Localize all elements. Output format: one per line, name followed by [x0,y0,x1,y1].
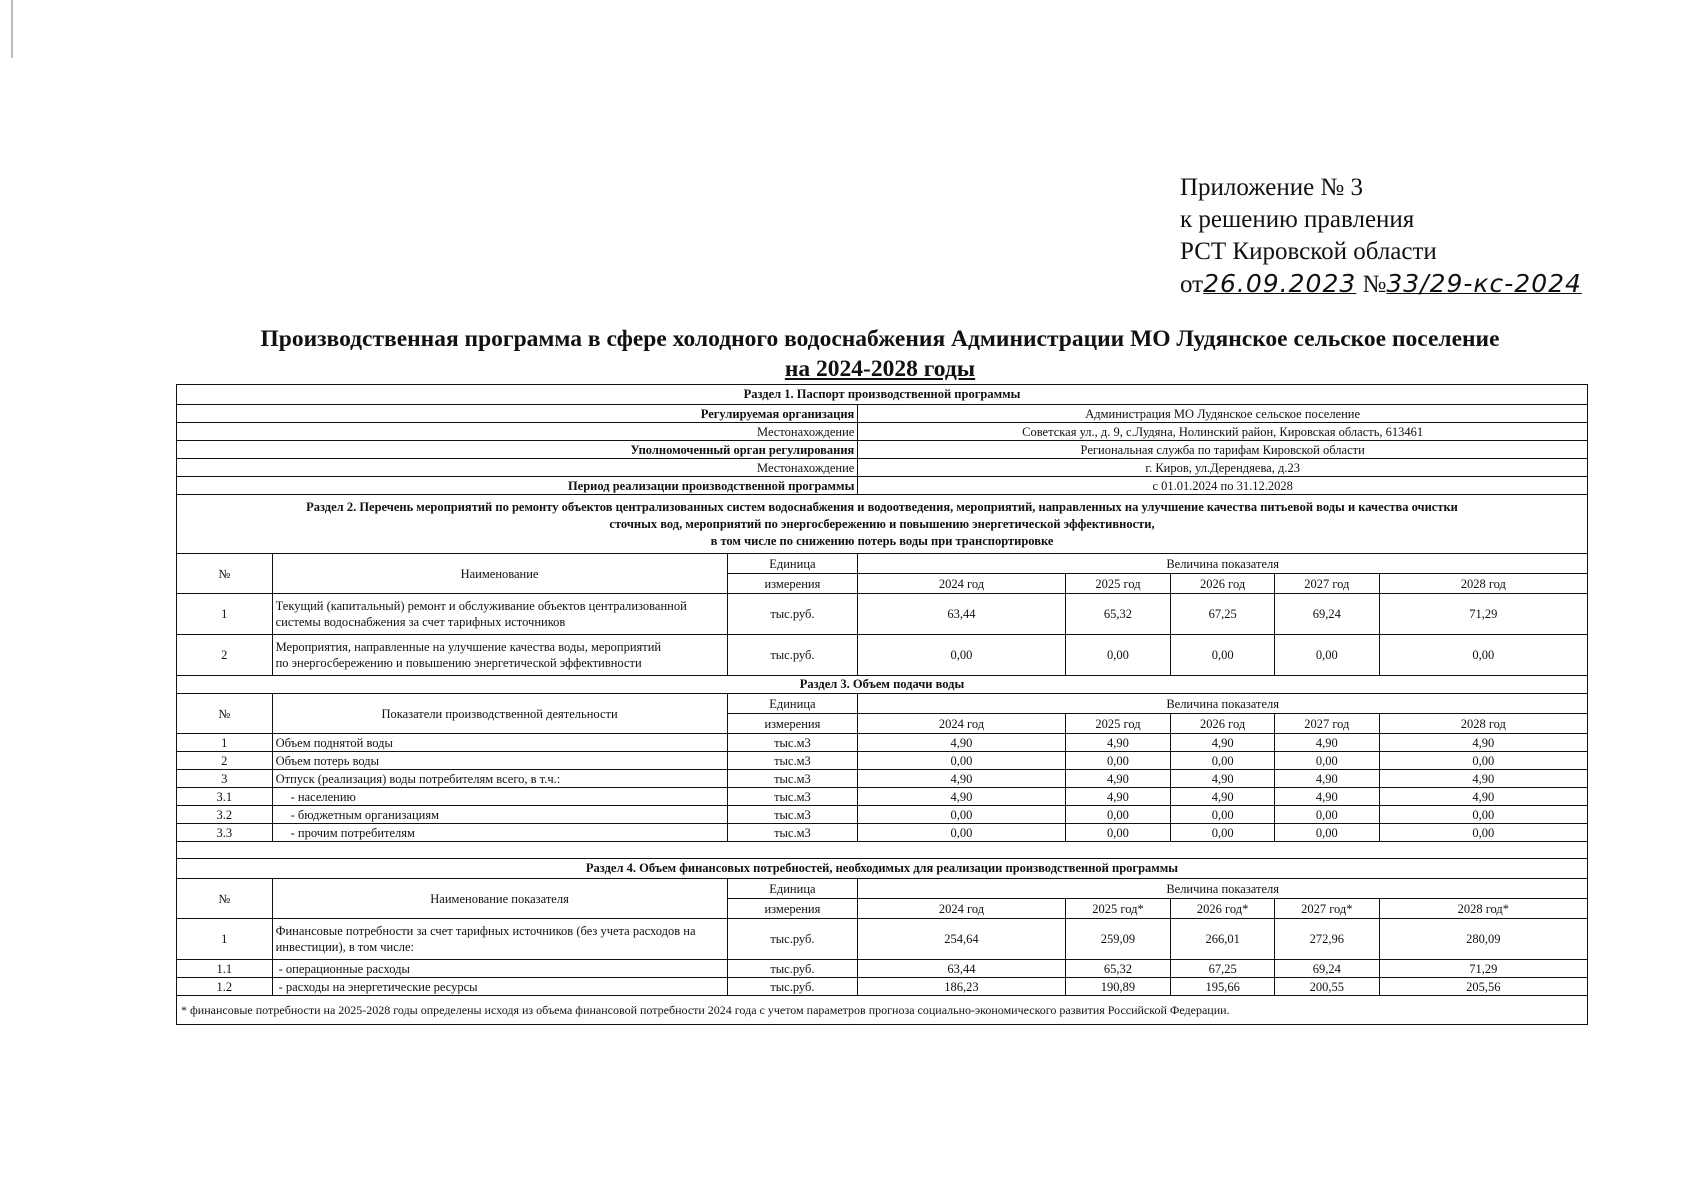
row-unit: тыс.м3 [727,806,858,824]
section2-header-line: Раздел 2. Перечень мероприятий по ремонту объектов централизованных систем водоснабжения и водоотведения, мероприятий, направленных на улучшение качества питьевой воды и качества очистки [306,499,1458,514]
appendix-number: Приложение № 3 [1180,174,1364,201]
appendix-line3: РСТ Кировской области [1180,238,1437,265]
value-cell: 259,09 [1065,919,1171,960]
row-unit: тыс.м3 [727,824,858,842]
footnote-row [177,996,1588,1025]
section2-header-line: сточных вод, мероприятий по энергосбережению и повышению энергетической эффективности, [609,516,1155,531]
value-cell: 4,90 [1065,788,1171,806]
value-cell: 63,44 [858,594,1065,635]
value-cell: 71,29 [1379,960,1587,978]
handwritten-date: 26.09.2023 [1203,269,1357,298]
value-cell: 0,00 [1274,752,1379,770]
value-cell: 0,00 [1379,635,1587,676]
row-name: Отпуск (реализация) воды потребителям всего, в т.ч.: [272,770,727,788]
value-cell: 0,00 [1171,752,1275,770]
value-cell: 0,00 [1379,806,1587,824]
section3-row [177,806,1588,824]
value-cell: 0,00 [1065,752,1171,770]
footnote: * финансовые потребности на 2025-2028 годы определены исходя из объема финансовой потребности 2024 года с учетом параметров прогноза социально-экономического развития Российской Федерации. [177,996,1588,1025]
section4-year-header: 2028 год* [1379,899,1587,919]
value-cell: 0,00 [1379,752,1587,770]
row-number: 3.1 [177,788,273,806]
row-unit: тыс.руб. [727,919,858,960]
section1-header: Раздел 1. Паспорт производственной программы [177,385,1588,405]
passport-value: Советская ул., д. 9, с.Лудяна, Нолинский район, Кировская область, 613461 [858,423,1588,441]
row-number: 1.1 [177,960,273,978]
section3-year-header: 2026 год [1171,714,1275,734]
row-number: 3 [177,770,273,788]
section2-col-unit: Единица [727,554,858,574]
section4-col-no: № [177,879,273,919]
row-number: 3.2 [177,806,273,824]
value-cell: 0,00 [858,806,1065,824]
from-prefix: от [1180,271,1204,298]
passport-row [177,459,1588,477]
value-cell: 254,64 [858,919,1065,960]
value-cell: 4,90 [858,734,1065,752]
section2-header-row [177,495,1588,554]
value-cell: 71,29 [1379,594,1587,635]
passport-value: г. Киров, ул.Дерендяева, д.23 [858,459,1588,477]
section4-colhead-row1 [177,879,1588,899]
row-number: 1 [177,734,273,752]
row-name: - прочим потребителям [272,824,727,842]
section4-header-row [177,859,1588,879]
section4-year-header: 2024 год [858,899,1065,919]
section3-colhead-row1 [177,694,1588,714]
value-cell: 4,90 [1065,770,1171,788]
section4-year-header: 2027 год* [1274,899,1379,919]
value-cell: 190,89 [1065,978,1171,996]
section1-header-row [177,385,1588,405]
passport-row [177,405,1588,423]
section4-col-value: Величина показателя [858,879,1588,899]
value-cell: 280,09 [1379,919,1587,960]
row-name [272,635,727,676]
section3-row [177,752,1588,770]
row-unit: тыс.руб. [727,978,858,996]
section3-row [177,770,1588,788]
value-cell: 4,90 [1065,734,1171,752]
value-cell: 0,00 [1171,635,1275,676]
section2-col-no: № [177,554,273,594]
value-cell: 0,00 [1171,824,1275,842]
value-cell: 67,25 [1171,960,1275,978]
value-cell: 4,90 [1379,734,1587,752]
value-cell: 67,25 [1171,594,1275,635]
title-line1: Производственная программа в сфере холодного водоснабжения Администрации МО Лудянское сельское поселение [260,326,1500,352]
value-cell: 0,00 [1065,824,1171,842]
value-cell: 205,56 [1379,978,1587,996]
value-cell: 0,00 [858,824,1065,842]
appendix-line2: к решению правления [1180,206,1415,233]
row-unit: тыс.руб. [727,635,858,676]
section2-year-header: 2027 год [1274,574,1379,594]
row-name: - операционные расходы [272,960,727,978]
row-number: 1 [177,919,273,960]
appendix-block [1180,172,1680,301]
section4-header: Раздел 4. Объем финансовых потребностей, необходимых для реализации производственной программы [177,859,1588,879]
passport-label: Местонахождение [177,423,858,441]
section2-year-header: 2025 год [1065,574,1171,594]
section3-year-header: 2027 год [1274,714,1379,734]
value-cell: 195,66 [1171,978,1275,996]
program-table [176,384,1588,1025]
section4-row [177,960,1588,978]
row-name-line2: по энергосбережению и повышению энергетической эффективности [275,656,642,670]
value-cell: 4,90 [1379,770,1587,788]
value-cell: 0,00 [858,635,1065,676]
value-cell: 4,90 [1171,770,1275,788]
row-unit: тыс.м3 [727,752,858,770]
value-cell: 200,55 [1274,978,1379,996]
row-unit: тыс.руб. [727,594,858,635]
value-cell: 0,00 [1065,635,1171,676]
section3-row [177,734,1588,752]
passport-row [177,477,1588,495]
section2-col-value: Величина показателя [858,554,1588,574]
row-name-line1: Мероприятия, направленные на улучшение качества воды, мероприятий [275,640,662,654]
value-cell: 0,00 [1171,806,1275,824]
row-number: 1 [177,594,273,635]
section2-row [177,594,1588,635]
section3-col-unit-line2: измерения [727,714,858,734]
number-prefix: № [1362,271,1387,298]
passport-value: с 01.01.2024 по 31.12.2028 [858,477,1588,495]
row-number: 1.2 [177,978,273,996]
passport-label: Местонахождение [177,459,858,477]
section2-header [177,495,1588,554]
value-cell: 272,96 [1274,919,1379,960]
section3-col-name: Показатели производственной деятельности [272,694,727,734]
row-name: Финансовые потребности за счет тарифных источников (без учета расходов на инвестиции), в том числе: [272,919,727,960]
row-number: 2 [177,635,273,676]
value-cell: 0,00 [1065,806,1171,824]
row-name: - расходы на энергетические ресурсы [272,978,727,996]
section4-year-header: 2025 год* [1065,899,1171,919]
row-number: 3.3 [177,824,273,842]
passport-label: Уполномоченный орган регулирования [177,441,858,459]
value-cell: 4,90 [1274,734,1379,752]
row-unit: тыс.м3 [727,788,858,806]
section2-row [177,635,1588,676]
row-name: - бюджетным организациям [272,806,727,824]
section3-header: Раздел 3. Объем подачи воды [177,676,1588,694]
value-cell: 0,00 [1274,824,1379,842]
section2-header-line: в том числе по снижению потерь воды при транспортировке [710,533,1054,548]
value-cell: 69,24 [1274,960,1379,978]
value-cell: 0,00 [1274,635,1379,676]
passport-label: Период реализации производственной программы [177,477,858,495]
section3-year-header: 2024 год [858,714,1065,734]
passport-row [177,441,1588,459]
section3-col-unit: Единица [727,694,858,714]
spacer-row [177,842,1588,859]
section2-year-header: 2024 год [858,574,1065,594]
row-name: - населению [272,788,727,806]
empty-spacer-cell [177,842,1588,859]
section4-col-unit: Единица [727,879,858,899]
value-cell: 4,90 [858,788,1065,806]
section4-col-name: Наименование показателя [272,879,727,919]
row-unit: тыс.руб. [727,960,858,978]
scan-edge-line [11,0,13,58]
section2-year-header: 2026 год [1171,574,1275,594]
value-cell: 4,90 [1274,770,1379,788]
row-number: 2 [177,752,273,770]
value-cell: 0,00 [858,752,1065,770]
section3-year-header: 2025 год [1065,714,1171,734]
row-unit: тыс.м3 [727,734,858,752]
value-cell: 0,00 [1379,824,1587,842]
section3-year-header: 2028 год [1379,714,1587,734]
section3-row [177,788,1588,806]
section3-row [177,824,1588,842]
passport-label: Регулируемая организация [177,405,858,423]
value-cell: 4,90 [1379,788,1587,806]
value-cell: 63,44 [858,960,1065,978]
row-unit: тыс.м3 [727,770,858,788]
section3-col-value: Величина показателя [858,694,1588,714]
section4-row [177,978,1588,996]
section2-col-name: Наименование [272,554,727,594]
section4-year-header: 2026 год* [1171,899,1275,919]
section2-year-header: 2028 год [1379,574,1587,594]
document-title [160,324,1600,384]
title-line2: на 2024-2028 годы [784,356,976,382]
handwritten-number: 33/29-кс-2024 [1386,269,1582,298]
value-cell: 65,32 [1065,960,1171,978]
appendix-date-line [1180,268,1680,301]
passport-value: Региональная служба по тарифам Кировской области [858,441,1588,459]
section2-col-unit-line2: измерения [727,574,858,594]
value-cell: 4,90 [1171,734,1275,752]
value-cell: 4,90 [1171,788,1275,806]
passport-value: Администрация МО Лудянское сельское поселение [858,405,1588,423]
row-name: Объем поднятой воды [272,734,727,752]
value-cell: 186,23 [858,978,1065,996]
row-name: Текущий (капитальный) ремонт и обслуживание объектов централизованной системы водоснабжения за счет тарифных источников [272,594,727,635]
value-cell: 4,90 [858,770,1065,788]
section2-colhead-row1 [177,554,1588,574]
section3-header-row [177,676,1588,694]
value-cell: 65,32 [1065,594,1171,635]
passport-row [177,423,1588,441]
section4-row [177,919,1588,960]
row-name: Объем потерь воды [272,752,727,770]
section3-col-no: № [177,694,273,734]
value-cell: 0,00 [1274,806,1379,824]
value-cell: 69,24 [1274,594,1379,635]
section4-col-unit-line2: измерения [727,899,858,919]
value-cell: 266,01 [1171,919,1275,960]
value-cell: 4,90 [1274,788,1379,806]
